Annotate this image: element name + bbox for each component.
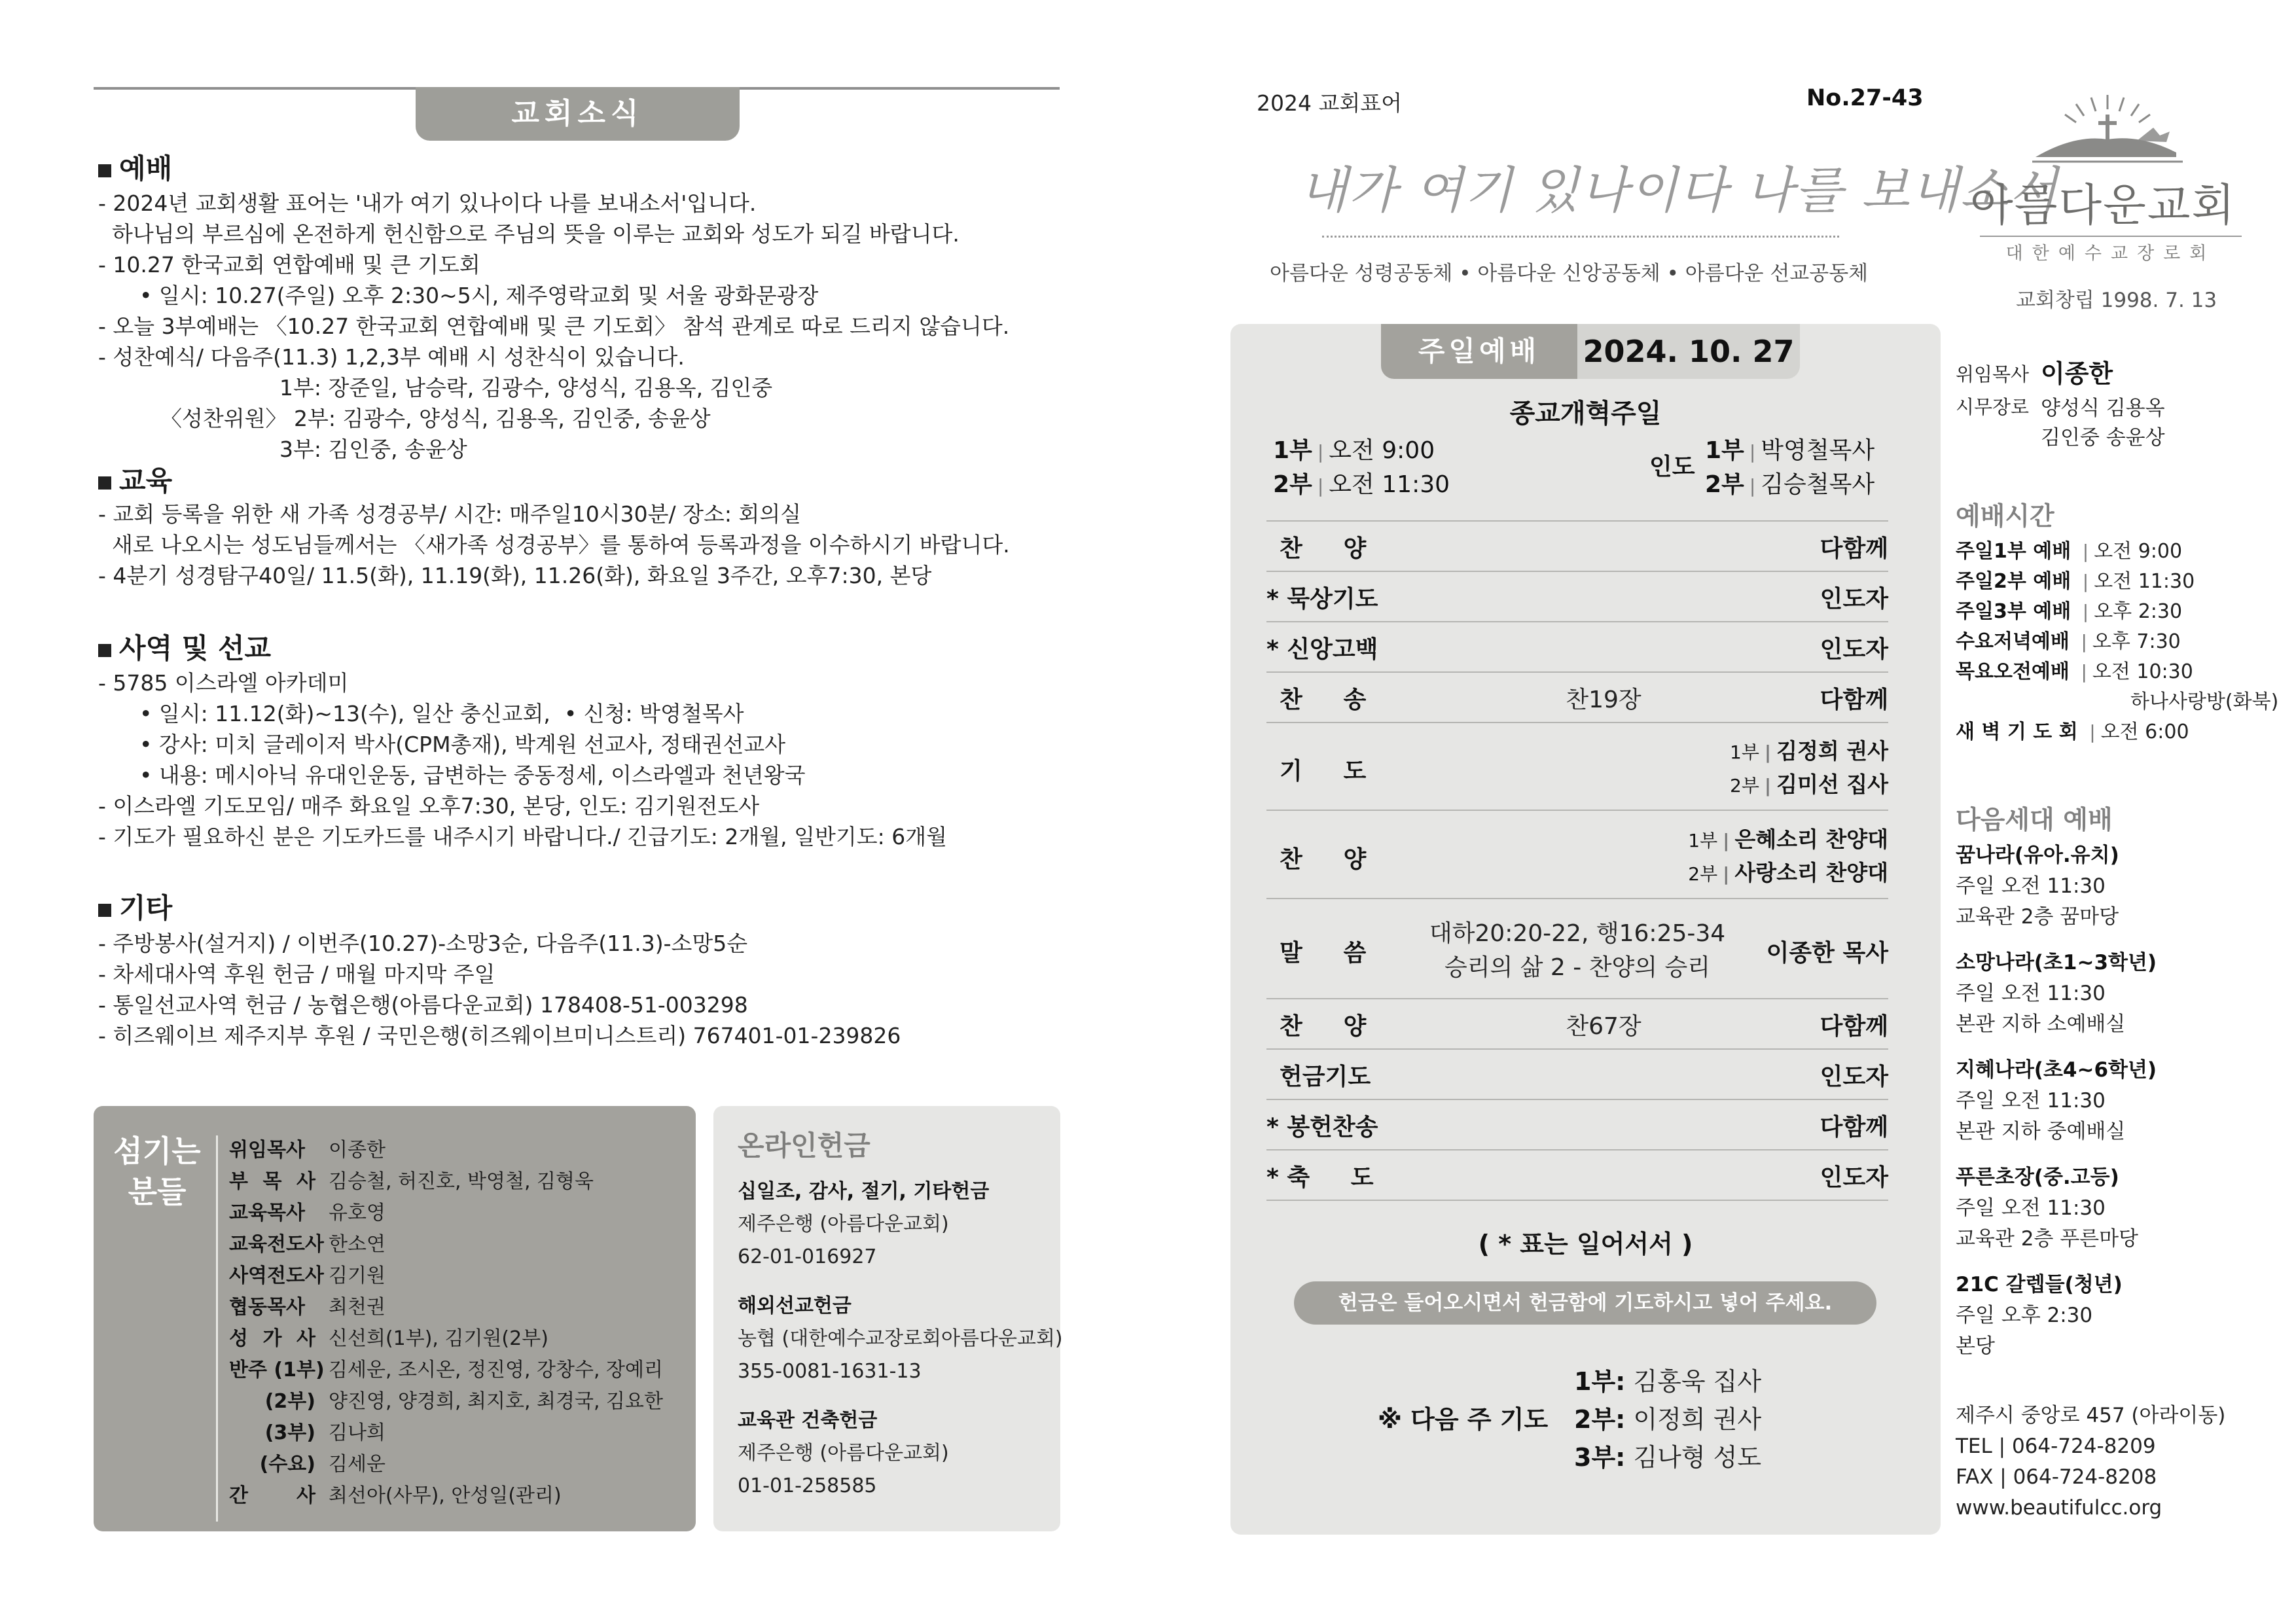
server-row: 성 가 사 신선희(1부), 김기원(2부) xyxy=(229,1327,548,1350)
news-line: 새로 나오시는 성도님들께서는 〈새가족 성경공부〉를 통하여 등록과정을 이수하시기 바랍니다. xyxy=(98,532,1010,558)
server-row: 간 사 최선아(사무), 안성일(관리) xyxy=(229,1484,562,1507)
next-gen-place: 본당 xyxy=(1956,1334,1995,1358)
worship-time-location: 하나사랑방(화북) xyxy=(2130,690,2279,713)
order-leader: 다함께 xyxy=(1820,687,1888,713)
worship-times-title: 예배시간 xyxy=(1956,502,2054,531)
next-week-prayer-1: 1부: 김홍욱 집사 xyxy=(1574,1367,1762,1396)
service-time-2: 2부 | 오전 11:30 xyxy=(1273,471,1450,498)
order-divider xyxy=(1266,998,1888,999)
news-line: - 성찬예식/ 다음주(11.3) 1,2,3부 예배 시 성찬식이 있습니다. xyxy=(98,344,685,370)
worship-time-row: 새 벽 기 도 회 | 오전 6:00 xyxy=(1956,721,2189,743)
order-hymn: 찬67장 xyxy=(1566,1013,1641,1040)
community-list: 아름다운 성령공동체 • 아름다운 신앙공동체 • 아름다운 선교공동체 xyxy=(1270,262,1869,285)
worship-time-row: 목요오전예배 | 오전 10:30 xyxy=(1956,660,2193,683)
worship-time-row: 주일2부 예배 | 오전 11:30 xyxy=(1956,570,2195,593)
news-line: - 통일선교사역 헌금 / 농협은행(아름다운교회) 178408-51-003298 xyxy=(98,992,748,1018)
order-leader: 인도자 xyxy=(1820,636,1888,663)
order-divider xyxy=(1266,1099,1888,1100)
server-row: (3부) 김나희 xyxy=(264,1421,386,1444)
news-line: - 주방봉사(설거지) / 이번주(10.27)-소망3순, 다음주(11.3)-소망5순 xyxy=(98,931,748,956)
denomination-divider xyxy=(1980,236,2242,237)
sermon-title: 승리의 삶 2 - 찬양의 승리 xyxy=(1444,954,1711,981)
order-divider xyxy=(1266,621,1888,622)
order-divider xyxy=(1266,520,1888,522)
section-heading-education: 교육 xyxy=(98,459,172,499)
order-divider xyxy=(1266,571,1888,572)
founded-date: 교회창립 1998. 7. 13 xyxy=(2016,289,2217,312)
senior-pastor-name: 이종한 xyxy=(2041,359,2113,388)
offering-bank: 제주은행 (아름다운교회) xyxy=(738,1213,949,1236)
worship-time-row: 수요저녁예배 | 오후 7:30 xyxy=(1956,630,2181,653)
next-generation-title: 다음세대 예배 xyxy=(1956,806,2113,835)
worship-time-row: 주일1부 예배 | 오전 9:00 xyxy=(1956,540,2183,563)
order-item: * 묵상기도 xyxy=(1266,586,1378,613)
elders-label: 시무장로 xyxy=(1956,396,2030,418)
motto-calligraphy: 내가 여기 있나이다 나를 보내소서 xyxy=(1299,161,2059,219)
offering-head: 십일조, 감사, 절기, 기타헌금 xyxy=(738,1180,990,1203)
section-heading-worship: 예배 xyxy=(98,147,172,187)
news-line: 〈성찬위원〉 2부: 김광수, 양성식, 김용옥, 김인중, 송윤상 xyxy=(160,406,711,431)
sermon-scripture: 대하20:20-22, 행16:25-34 xyxy=(1429,920,1726,947)
order-divider xyxy=(1266,810,1888,811)
offering-head: 교육관 건축헌금 xyxy=(738,1409,878,1432)
order-leader: 다함께 xyxy=(1820,1114,1888,1141)
leader-1: 1부 | 박영철목사 xyxy=(1705,437,1875,464)
news-line: - 이스라엘 기도모임/ 매주 화요일 오후7:30, 본당, 인도: 김기원전도사 xyxy=(98,793,760,819)
next-gen-place: 본관 지하 중예배실 xyxy=(1956,1120,2126,1143)
order-leader: 인도자 xyxy=(1820,1164,1888,1191)
order-item: 찬 양 xyxy=(1280,1013,1367,1040)
next-gen-time: 주일 오후 2:30 xyxy=(1956,1304,2093,1327)
church-website-link[interactable]: www.beautifulcc.org xyxy=(1956,1496,2162,1520)
service-time-1: 1부 | 오전 9:00 xyxy=(1273,437,1435,464)
motto-dotted-divider xyxy=(1322,236,1839,238)
church-name: 아름다운교회 xyxy=(1970,180,2236,232)
news-line: - 4분기 성경탐구40일/ 11.5(화), 11.19(화), 11.26(화), 화요일 3주간, 오후7:30, 본당 xyxy=(98,563,932,588)
news-line: 3부: 김인중, 송윤상 xyxy=(279,437,467,462)
order-item: * 봉헌찬송 xyxy=(1266,1114,1378,1141)
sunday-name: 종교개혁주일 xyxy=(1509,399,1662,429)
next-gen-place: 본관 지하 소예배실 xyxy=(1956,1012,2126,1036)
offering-bank: 제주은행 (아름다운교회) xyxy=(738,1442,949,1465)
motto-label: 2024 교회표어 xyxy=(1257,90,1402,116)
next-gen-time: 주일 오전 11:30 xyxy=(1956,1196,2106,1220)
server-row: 부 목 사 김승철, 허진호, 박영철, 김형욱 xyxy=(229,1170,594,1193)
online-offering-title: 온라인헌금 xyxy=(738,1130,870,1162)
server-row: 사역전도사 김기원 xyxy=(229,1264,386,1287)
server-row: 교육목사 유호영 xyxy=(229,1202,386,1224)
denomination: 대한예수교장로회 xyxy=(2005,243,2216,264)
order-item: * 신앙고백 xyxy=(1266,636,1378,663)
server-row: (2부) 양진영, 양경희, 최지호, 최경국, 김요한 xyxy=(264,1390,663,1413)
church-fax: FAX | 064-724-8208 xyxy=(1956,1465,2157,1489)
order-item: 기 도 xyxy=(1280,758,1367,785)
order-hymn: 찬19장 xyxy=(1566,687,1641,713)
standing-note: ( * 표는 일어서서 ) xyxy=(1478,1230,1693,1258)
next-week-prayer-3: 3부: 김나형 성도 xyxy=(1574,1443,1762,1472)
leader-label: 인도 xyxy=(1649,454,1695,480)
offering-bank: 농협 (대한예수교장로회아름다운교회) xyxy=(738,1327,1063,1350)
church-phone: TEL | 064-724-8209 xyxy=(1956,1435,2156,1458)
next-gen-name: 소망나라(초1~3학년) xyxy=(1956,951,2157,974)
order-item: 찬 양 xyxy=(1280,846,1367,873)
next-gen-name: 푸른초장(중.고등) xyxy=(1956,1166,2119,1189)
next-gen-time: 주일 오전 11:30 xyxy=(1956,1089,2106,1113)
next-gen-place: 교육관 2층 푸른마당 xyxy=(1956,1227,2138,1251)
order-divider xyxy=(1266,1200,1888,1201)
order-leader: 인도자 xyxy=(1820,1063,1888,1090)
server-row: 협동목사 최천권 xyxy=(229,1296,386,1319)
offering-account: 355-0081-1631-13 xyxy=(738,1360,922,1383)
order-leader: 다함께 xyxy=(1820,535,1888,562)
servers-title: 섬기는 분들 xyxy=(113,1133,201,1209)
next-gen-name: 꿈나라(유아.유치) xyxy=(1956,844,2119,867)
order-choir-2: 2부 | 사랑소리 찬양대 xyxy=(1688,860,1888,885)
news-line: 하나님의 부르심에 온전하게 헌신함으로 주님의 뜻을 이루는 교회와 성도가 되길 바랍니다. xyxy=(98,221,960,247)
order-preacher: 이종한 목사 xyxy=(1766,940,1888,967)
church-logo-icon xyxy=(2029,88,2186,170)
order-divider xyxy=(1266,722,1888,723)
order-item: 헌금기도 xyxy=(1280,1063,1371,1090)
order-leader: 다함께 xyxy=(1820,1013,1888,1040)
senior-pastor-label: 위임목사 xyxy=(1956,363,2030,385)
leader-2: 2부 | 김승철목사 xyxy=(1705,471,1875,498)
order-prayer-2: 2부 | 김미선 집사 xyxy=(1730,772,1888,797)
news-line: • 내용: 메시아닉 유대인운동, 급변하는 중동정세, 이스라엘과 천년왕국 xyxy=(98,762,806,788)
order-prayer-1: 1부 | 김정희 권사 xyxy=(1730,738,1888,764)
worship-time-row: 주일3부 예배 | 오후 2:30 xyxy=(1956,600,2183,623)
worship-date: 2024. 10. 27 xyxy=(1577,324,1800,379)
order-item: 말 씀 xyxy=(1280,940,1367,967)
issue-number: No.27-43 xyxy=(1806,85,1924,111)
elders-line: 김인중 송윤상 xyxy=(2041,426,2165,450)
news-line: 1부: 장준일, 남승락, 김광수, 양성식, 김용옥, 김인중 xyxy=(279,375,773,401)
order-choir-1: 1부 | 은혜소리 찬양대 xyxy=(1688,827,1888,852)
order-item: 찬 양 xyxy=(1280,535,1367,562)
news-line: • 강사: 미치 글레이저 박사(CPM총재), 박계원 선교사, 정태권선교사 xyxy=(98,732,786,757)
news-line: - 5785 이스라엘 아카데미 xyxy=(98,670,349,696)
server-row: 반주 (1부) 김세운, 조시온, 정진영, 강창수, 장예리 xyxy=(229,1359,663,1382)
news-line: - 히즈웨이브 제주지부 후원 / 국민은행(히즈웨이브미니스트리) 767401-01-239826 xyxy=(98,1023,901,1048)
news-line: - 오늘 3부예배는 〈10.27 한국교회 연합예배 및 큰 기도회〉 참석 관계로 따로 드리지 않습니다. xyxy=(98,313,1010,339)
section-heading-mission: 사역 및 선교 xyxy=(98,627,271,666)
news-line: • 일시: 11.12(화)~13(수), 일산 충신교회, • 신청: 박영철목사 xyxy=(98,701,744,726)
order-item: * 축 도 xyxy=(1266,1164,1374,1191)
order-item: 찬 송 xyxy=(1280,687,1367,713)
news-line: - 2024년 교회생활 표어는 '내가 여기 있나이다 나를 보내소서'입니다. xyxy=(98,190,757,216)
elders-line: 양성식 김용옥 xyxy=(2041,397,2165,420)
next-gen-name: 지혜나라(초4~6학년) xyxy=(1956,1058,2157,1082)
offering-account: 01-01-258585 xyxy=(738,1474,877,1497)
order-leader: 인도자 xyxy=(1820,586,1888,613)
news-line: - 차세대사역 후원 헌금 / 매월 마지막 주일 xyxy=(98,961,495,987)
offering-account: 62-01-016927 xyxy=(738,1245,877,1268)
server-row: 위임목사 이종한 xyxy=(229,1139,386,1162)
next-gen-place: 교육관 2층 꿈마당 xyxy=(1956,905,2119,929)
server-row: (수요) 김세운 xyxy=(259,1453,386,1476)
news-line: • 일시: 10.27(주일) 오후 2:30~5시, 제주영락교회 및 서울 광화문광장 xyxy=(98,283,819,308)
worship-tab: 주일예배 xyxy=(1381,324,1577,379)
next-gen-time: 주일 오전 11:30 xyxy=(1956,874,2106,898)
news-title: 교회소식 xyxy=(416,87,740,141)
section-heading-other: 기타 xyxy=(98,887,172,926)
next-week-prayer-2: 2부: 이정희 권사 xyxy=(1574,1405,1762,1434)
order-divider xyxy=(1266,1048,1888,1050)
order-divider xyxy=(1266,1149,1888,1150)
next-gen-time: 주일 오전 11:30 xyxy=(1956,982,2106,1005)
order-divider xyxy=(1266,898,1888,899)
offering-head: 해외선교헌금 xyxy=(738,1294,852,1317)
next-gen-name: 21C 갈렙들(청년) xyxy=(1956,1273,2123,1296)
news-line: - 기도가 필요하신 분은 기도카드를 내주시기 바랍니다./ 긴급기도: 2개월, 일반기도: 6개월 xyxy=(98,824,947,849)
offering-notice: 헌금은 들어오시면서 헌금함에 기도하시고 넣어 주세요. xyxy=(1294,1281,1876,1325)
next-week-prayer-label: ※ 다음 주 기도 xyxy=(1378,1405,1549,1434)
church-address: 제주시 중앙로 457 (아라이동) xyxy=(1956,1404,2226,1427)
server-row: 교육전도사 한소연 xyxy=(229,1233,386,1256)
order-divider xyxy=(1266,671,1888,673)
news-line: - 10.27 한국교회 연합예배 및 큰 기도회 xyxy=(98,252,480,277)
news-line: - 교회 등록을 위한 새 가족 성경공부/ 시간: 매주일10시30분/ 장소: 회의실 xyxy=(98,501,802,527)
